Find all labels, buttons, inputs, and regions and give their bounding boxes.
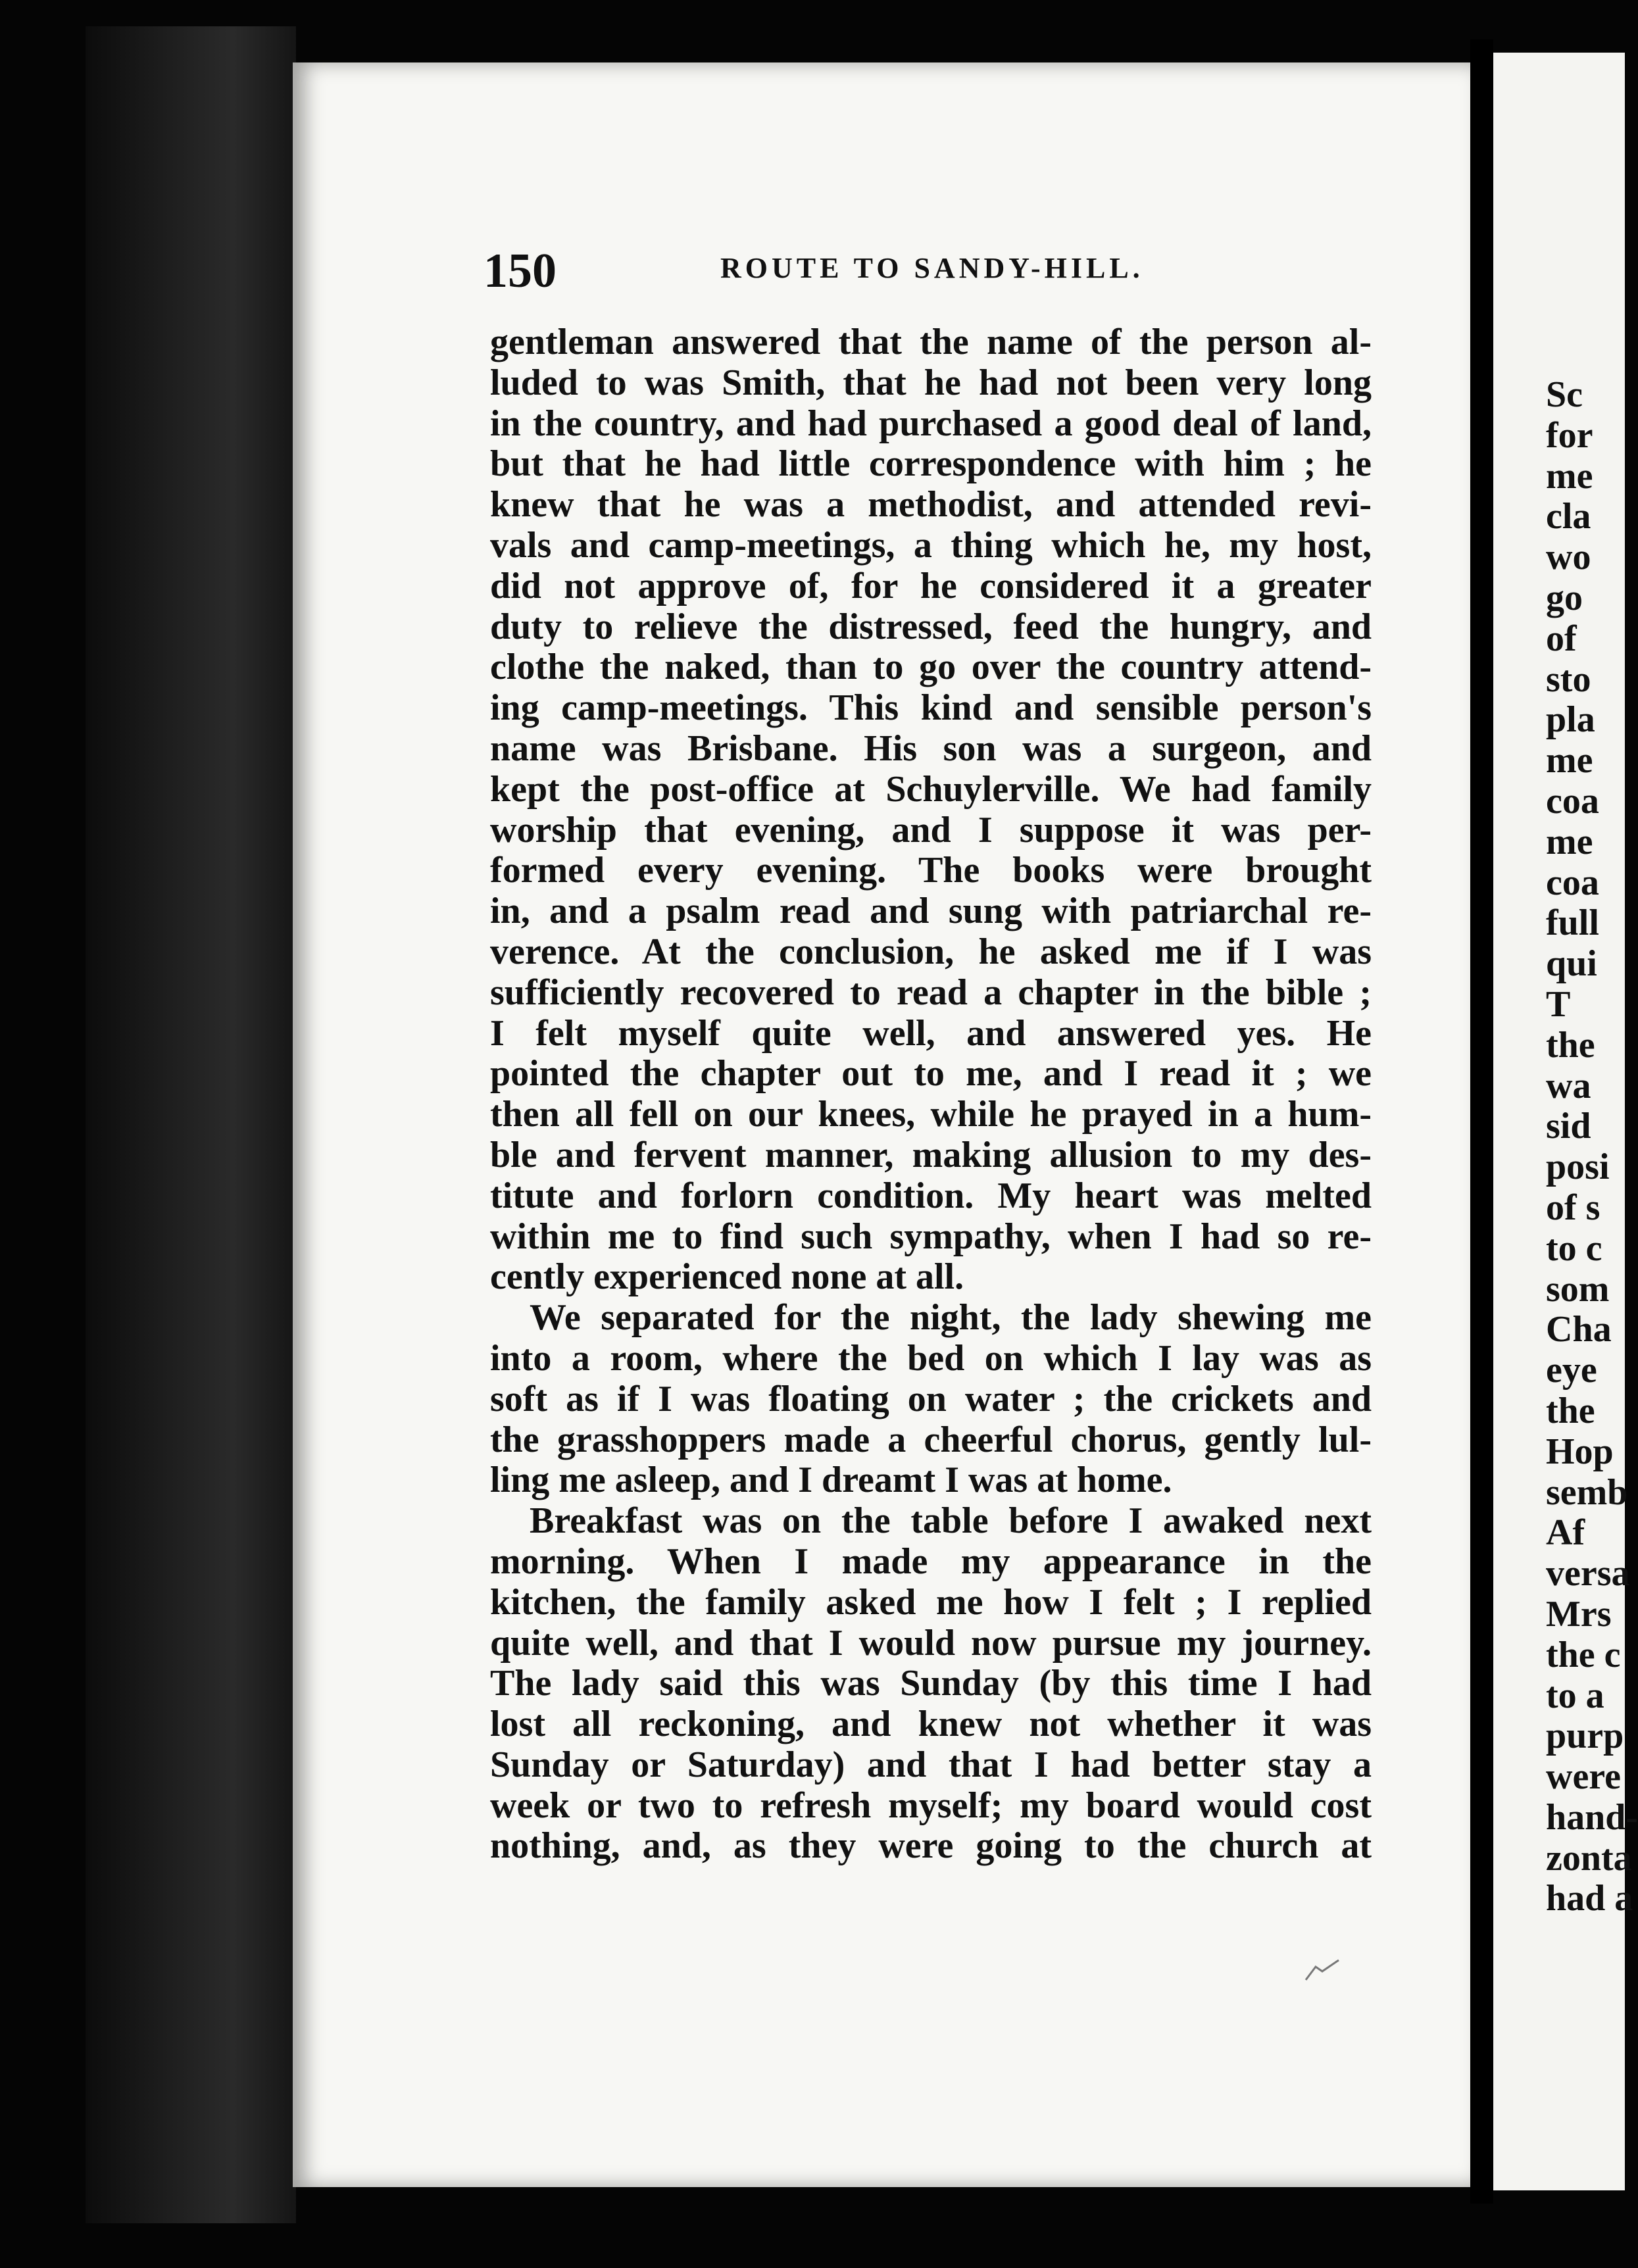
- facing-line-fragment: to c: [1546, 1227, 1602, 1269]
- running-title: ROUTE TO SANDY-HILL.: [720, 252, 1144, 284]
- text-line: worship that evening, and I suppose it was per-: [490, 809, 1372, 851]
- text-line: knew that he was a methodist, and attended revi-: [490, 484, 1372, 526]
- text-line: ble and fervent manner, making allusion to my des-: [490, 1134, 1372, 1175]
- facing-line-fragment: had a: [1546, 1878, 1633, 1919]
- text-line: in the country, and had purchased a good deal of land,: [490, 403, 1372, 444]
- facing-line-fragment: Af: [1546, 1512, 1585, 1554]
- facing-line-fragment: me: [1546, 740, 1593, 781]
- text-line: vals and camp-meetings, a thing which he, my host,: [490, 524, 1372, 566]
- facing-page-text: [1546, 375, 1638, 1919]
- facing-line-fragment: were: [1546, 1756, 1621, 1798]
- text-line: kitchen, the family asked me how I felt ; I replied: [490, 1581, 1372, 1623]
- facing-line-fragment: som: [1546, 1268, 1610, 1310]
- facing-line-fragment: T: [1546, 983, 1571, 1025]
- text-line: soft as if I was floating on water ; the crickets and: [490, 1378, 1372, 1419]
- facing-page: [1493, 53, 1638, 2190]
- text-line: lost all reckoning, and knew not whether it was: [490, 1704, 1372, 1745]
- text-line: did not approve of, for he considered it a greater: [490, 565, 1372, 606]
- text-line: in, and a psalm read and sung with patriarchal re-: [490, 891, 1372, 932]
- text-line: luded to was Smith, that he had not been very long: [490, 362, 1372, 403]
- text-line: pointed the chapter out to me, and I read it ; we: [490, 1053, 1372, 1095]
- facing-line-fragment: coa: [1546, 780, 1599, 822]
- facing-line-fragment: eye: [1546, 1350, 1597, 1391]
- text-line: morning. When I made my appearance in the: [490, 1541, 1372, 1582]
- text-line: clothe the naked, than to go over the country attend-: [490, 647, 1372, 688]
- facing-line-fragment: qui: [1546, 943, 1597, 985]
- book-binding-gutter: [86, 26, 296, 2223]
- text-line: The lady said this was Sunday (by this time I had: [490, 1663, 1372, 1704]
- pencil-mark-icon: [1303, 1957, 1342, 1983]
- text-line: titute and forlorn condition. My heart was melted: [490, 1175, 1372, 1216]
- text-line: the grasshoppers made a cheerful chorus, gently lul-: [490, 1419, 1372, 1460]
- text-line: name was Brisbane. His son was a surgeon, and: [490, 727, 1372, 769]
- facing-line-fragment: zonta: [1546, 1837, 1632, 1879]
- facing-line-fragment: Hop: [1546, 1431, 1614, 1472]
- facing-line-fragment: sto: [1546, 658, 1591, 700]
- facing-line-fragment: cla: [1546, 496, 1591, 537]
- facing-line-fragment: full: [1546, 902, 1599, 944]
- text-line: sufficiently recovered to read a chapter in the bible ;: [490, 972, 1372, 1013]
- facing-line-fragment: pla: [1546, 699, 1595, 741]
- facing-line-fragment: wo: [1546, 537, 1591, 578]
- text-line: week or two to refresh myself; my board would cost: [490, 1785, 1372, 1826]
- facing-line-fragment: sid: [1546, 1106, 1591, 1147]
- text-line: duty to relieve the distressed, feed the hungry, and: [490, 606, 1372, 647]
- page-header: [484, 243, 1372, 296]
- text-line: I felt myself quite well, and answered yes. He: [490, 1012, 1372, 1054]
- text-line: We separated for the night, the lady shewing me: [530, 1297, 1372, 1339]
- facing-line-fragment: Sc: [1546, 374, 1583, 415]
- facing-line-fragment: go: [1546, 577, 1583, 618]
- facing-line-fragment: posi: [1546, 1146, 1610, 1188]
- text-line: within me to find such sympathy, when I had so re-: [490, 1216, 1372, 1257]
- facing-line-fragment: Cha: [1546, 1309, 1612, 1350]
- text-line: quite well, and that I would now pursue my journey.: [490, 1622, 1372, 1664]
- facing-line-fragment: coa: [1546, 862, 1599, 903]
- page-number: 150: [484, 244, 557, 298]
- facing-line-fragment: wa: [1546, 1065, 1591, 1106]
- text-line: verence. At the conclusion, he asked me if I was: [490, 931, 1372, 972]
- page-edge-shadow: [1470, 39, 1493, 2204]
- facing-line-fragment: versa: [1546, 1553, 1630, 1594]
- text-line: but that he had little correspondence with him ; he: [490, 443, 1372, 485]
- text-line: ling me asleep, and I dreamt I was at home.: [490, 1460, 1172, 1501]
- facing-line-fragment: the c: [1546, 1634, 1621, 1675]
- facing-line-fragment: the: [1546, 1024, 1595, 1066]
- text-line: cently experienced none at all.: [490, 1256, 964, 1298]
- facing-line-fragment: me: [1546, 821, 1593, 862]
- facing-line-fragment: of s: [1546, 1187, 1601, 1228]
- text-line: kept the post-office at Schuylerville. We had family: [490, 768, 1372, 810]
- body-text: [490, 322, 1372, 1867]
- facing-line-fragment: for: [1546, 414, 1593, 456]
- facing-line-fragment: to a: [1546, 1675, 1604, 1716]
- text-line: formed every evening. The books were brought: [490, 850, 1372, 891]
- text-line: gentleman answered that the name of the person al-: [490, 322, 1372, 362]
- text-line: then all fell on our knees, while he prayed in a hum-: [490, 1094, 1372, 1135]
- facing-line-fragment: of: [1546, 618, 1577, 659]
- facing-line-fragment: semb: [1546, 1471, 1628, 1513]
- facing-line-fragment: Mrs: [1546, 1593, 1612, 1635]
- facing-line-fragment: the: [1546, 1390, 1595, 1431]
- facing-line-fragment: me: [1546, 455, 1593, 497]
- text-line: Sunday or Saturday) and that I had better stay a: [490, 1744, 1372, 1785]
- facing-line-fragment: hand-: [1546, 1796, 1638, 1838]
- text-line: into a room, where the bed on which I lay was as: [490, 1337, 1372, 1379]
- facing-line-fragment: purp: [1546, 1715, 1624, 1757]
- text-line: nothing, and, as they were going to the church at: [490, 1825, 1372, 1867]
- text-line: ing camp-meetings. This kind and sensible person's: [490, 687, 1372, 729]
- text-line: Breakfast was on the table before I awaked next: [530, 1500, 1372, 1542]
